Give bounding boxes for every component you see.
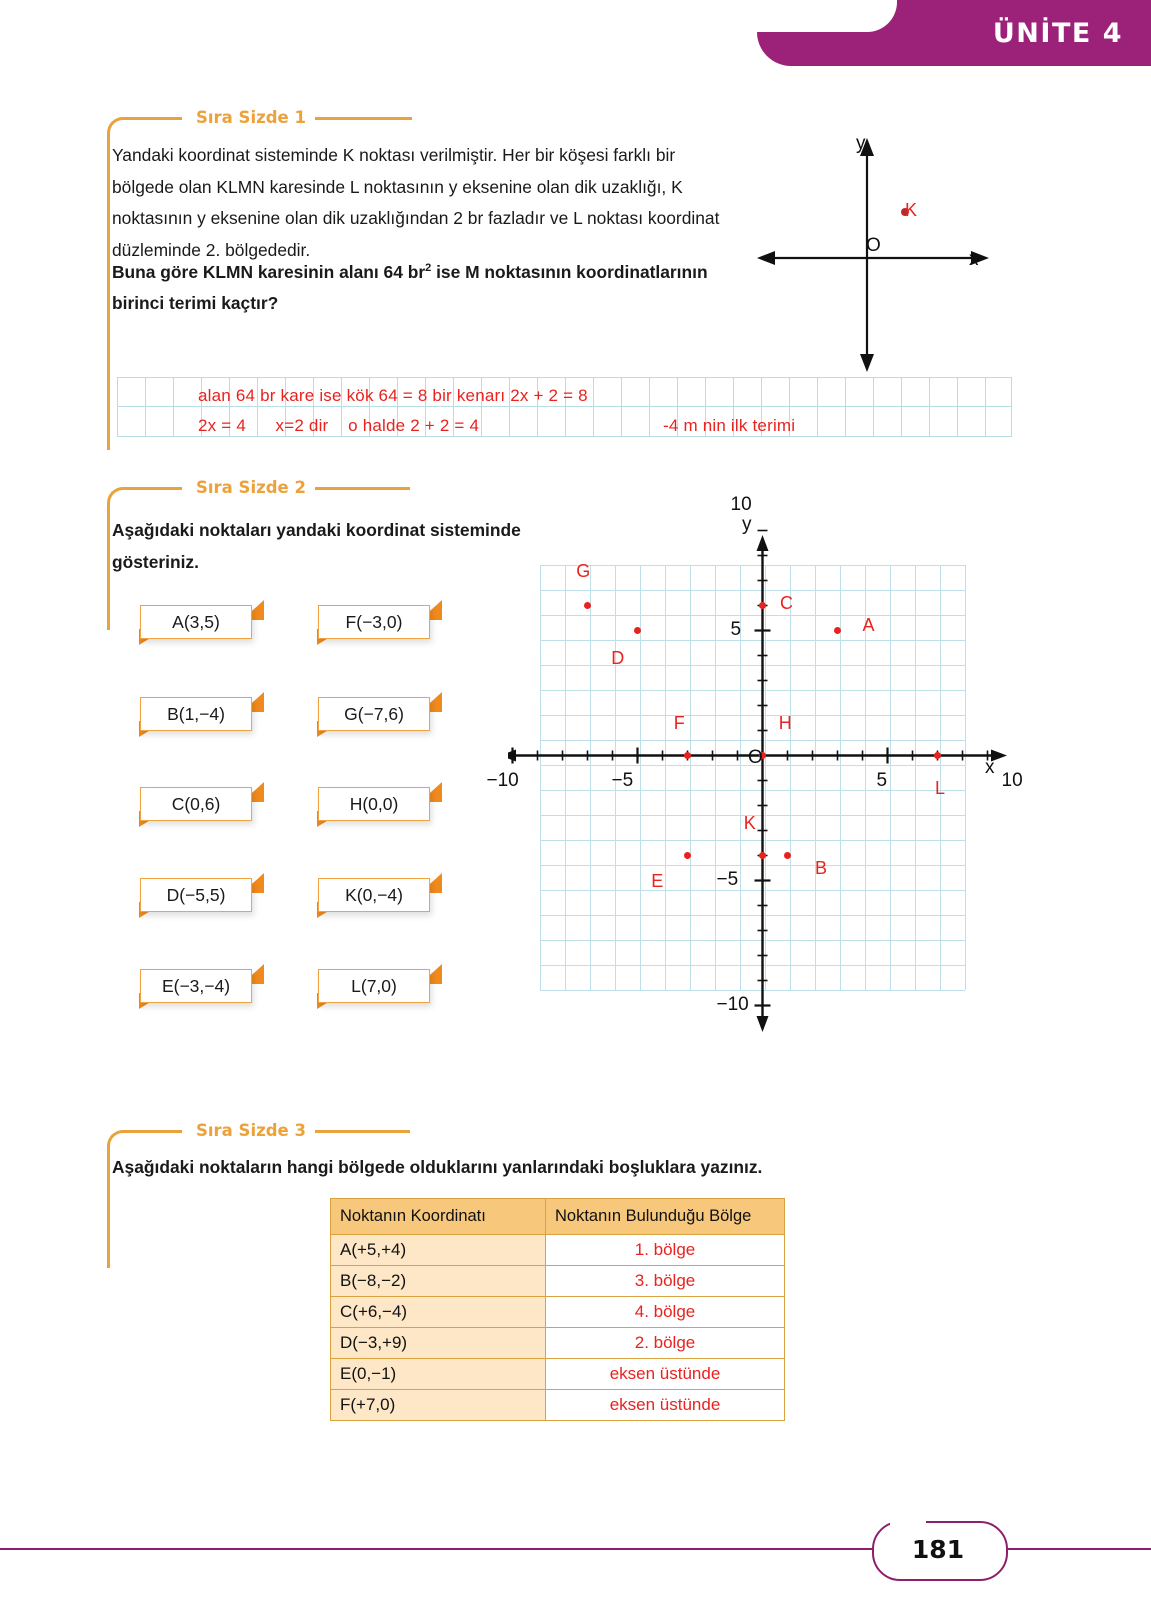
section2-label: Sıra Sizde 2 [187, 478, 315, 497]
plot-point-d [634, 627, 641, 634]
card-label: E(−3,−4) [161, 975, 231, 996]
point-card-d[interactable] [140, 878, 252, 912]
section1-answer-line-2-tail: -4 m nin ilk terimi [663, 416, 796, 435]
card-label: K(0,−4) [345, 884, 403, 905]
plot-point-a [834, 627, 841, 634]
table-row [331, 1328, 785, 1359]
plot-point-b [784, 852, 791, 859]
point-card-e[interactable] [140, 969, 252, 1003]
card-label: D(−5,5) [166, 884, 226, 905]
table-cell-region[interactable]: eksen üstünde [546, 1390, 785, 1421]
plot-point-label-g: G [576, 560, 591, 581]
point-card-b[interactable] [140, 697, 252, 731]
y-tick-10: 10 [730, 493, 752, 515]
plot-point-label-h: H [778, 713, 792, 734]
axis1-origin-label: O [866, 235, 881, 256]
plot-point-label-a: A [862, 614, 875, 635]
table-cell-coordinate: C(+6,−4) [331, 1297, 546, 1328]
section1-paragraph-text: Yandaki koordinat sisteminde K noktası verilmiştir. Her bir köşesi farklı bir bölgede olan KLMN karesinde L noktasının y eksenine olan dik uzaklığı, K noktasının y eksenine olan dik uzaklığından 2 br fazladır ve L noktası koordinat düzleminde 2. bölgededir. [112, 145, 720, 260]
table-header-coord: Noktanın Koordinatı [331, 1199, 546, 1235]
table-cell-coordinate: B(−8,−2) [331, 1266, 546, 1297]
table-row [331, 1266, 785, 1297]
section1-label: Sıra Sizde 1 [187, 108, 315, 127]
plot-point-label-k: K [743, 813, 756, 834]
plot-point-label-l: L [935, 778, 946, 799]
table-cell-region[interactable]: eksen üstünde [546, 1359, 785, 1390]
table-cell-region[interactable]: 2. bölge [546, 1328, 785, 1359]
plot-point-label-b: B [815, 858, 828, 879]
regions-table [330, 1198, 785, 1421]
section3-bracket [107, 1130, 182, 1268]
y-tick-−10: −10 [716, 993, 749, 1015]
table-header-region: Noktanın Bulunduğu Bölge [546, 1199, 785, 1235]
section3-instruction-text: Aşağıdaki noktaların hangi bölgede olduklarını yanlarındaki boşluklara yazınız. [112, 1157, 763, 1177]
card-label: B(1,−4) [167, 703, 225, 724]
x-tick-10: 10 [1001, 769, 1023, 791]
y-tick-5: 5 [730, 618, 742, 640]
card-label: G(−7,6) [344, 703, 404, 724]
table-cell-region[interactable]: 3. bölge [546, 1266, 785, 1297]
page-number: 181 [911, 1534, 965, 1564]
section3-rule [300, 1130, 410, 1133]
table-cell-coordinate: F(+7,0) [331, 1390, 546, 1421]
section1-answer-line-2: 2x = 4 x=2 dir o halde 2 + 2 = 4 [198, 416, 480, 435]
section1-question: Buna göre KLMN karesinin alanı 64 $br^2$ ise M noktasının koordinatlarının birinci terimi kaçtır? [112, 261, 708, 314]
point-card-k[interactable] [318, 878, 430, 912]
table-row [331, 1359, 785, 1390]
table-cell-region[interactable]: 1. bölge [546, 1235, 785, 1266]
section1-answer-line-1: alan 64 br kare ise kök 64 = 8 bir kenarı 2x + 2 = 8 [198, 386, 588, 405]
plot-point-k [759, 852, 766, 859]
section2-coordinate-plot [486, 493, 1023, 1032]
point-card-c[interactable] [140, 787, 252, 821]
y-tick-−5: −5 [716, 868, 739, 890]
unit-banner-notch [757, 0, 897, 32]
table-cell-region[interactable]: 4. bölge [546, 1297, 785, 1328]
plot-point-l [934, 752, 941, 759]
table-row [331, 1235, 785, 1266]
plot-point-e [684, 852, 691, 859]
section2-instruction-text: Aşağıdaki noktaları yandaki koordinat sisteminde gösteriniz. [112, 520, 521, 572]
card-label: F(−3,0) [345, 611, 403, 632]
section3-label: Sıra Sizde 3 [187, 1121, 315, 1140]
card-label: H(0,0) [349, 793, 399, 814]
axis1-y-label: y [856, 133, 866, 154]
table-cell-coordinate: A(+5,+4) [331, 1235, 546, 1266]
table-row [331, 1390, 785, 1421]
card-label: A(3,5) [172, 611, 220, 632]
plot-point-label-c: C [780, 593, 793, 614]
unit-title: ÜNİTE 4 [992, 18, 1123, 49]
plot-point-label-f: F [673, 713, 685, 734]
plot-axes [508, 512, 1008, 1032]
section3-instruction [112, 1152, 902, 1184]
point-card-a[interactable] [140, 605, 252, 639]
axis1-x-label: x [969, 249, 979, 270]
x-tick-−5: −5 [611, 769, 634, 791]
plot-point-c [759, 602, 766, 609]
section2-rule [300, 487, 410, 490]
axis1-point-k-label: K [905, 200, 918, 220]
table-row [331, 1297, 785, 1328]
point-card-l[interactable] [318, 969, 430, 1003]
plot-point-f [684, 752, 691, 759]
section1-paragraph [112, 140, 737, 266]
card-label: L(7,0) [351, 975, 397, 996]
point-card-g[interactable] [318, 697, 430, 731]
plot-y-axis-label: y [742, 514, 752, 535]
plot-point-g [584, 602, 591, 609]
table-cell-coordinate: E(0,−1) [331, 1359, 546, 1390]
point-card-f[interactable] [318, 605, 430, 639]
point-card-h[interactable] [318, 787, 430, 821]
x-tick-5: 5 [876, 769, 888, 791]
table-header-row [331, 1199, 785, 1235]
x-tick-−10: −10 [486, 769, 519, 791]
plot-origin-label: O [748, 747, 763, 768]
plot-point-label-e: E [651, 870, 664, 891]
plot-x-axis-label: x [985, 757, 995, 778]
plot-point-label-d: D [611, 648, 625, 669]
section2-instruction [112, 515, 522, 578]
card-label: C(0,6) [171, 793, 221, 814]
table-cell-coordinate: D(−3,+9) [331, 1328, 546, 1359]
